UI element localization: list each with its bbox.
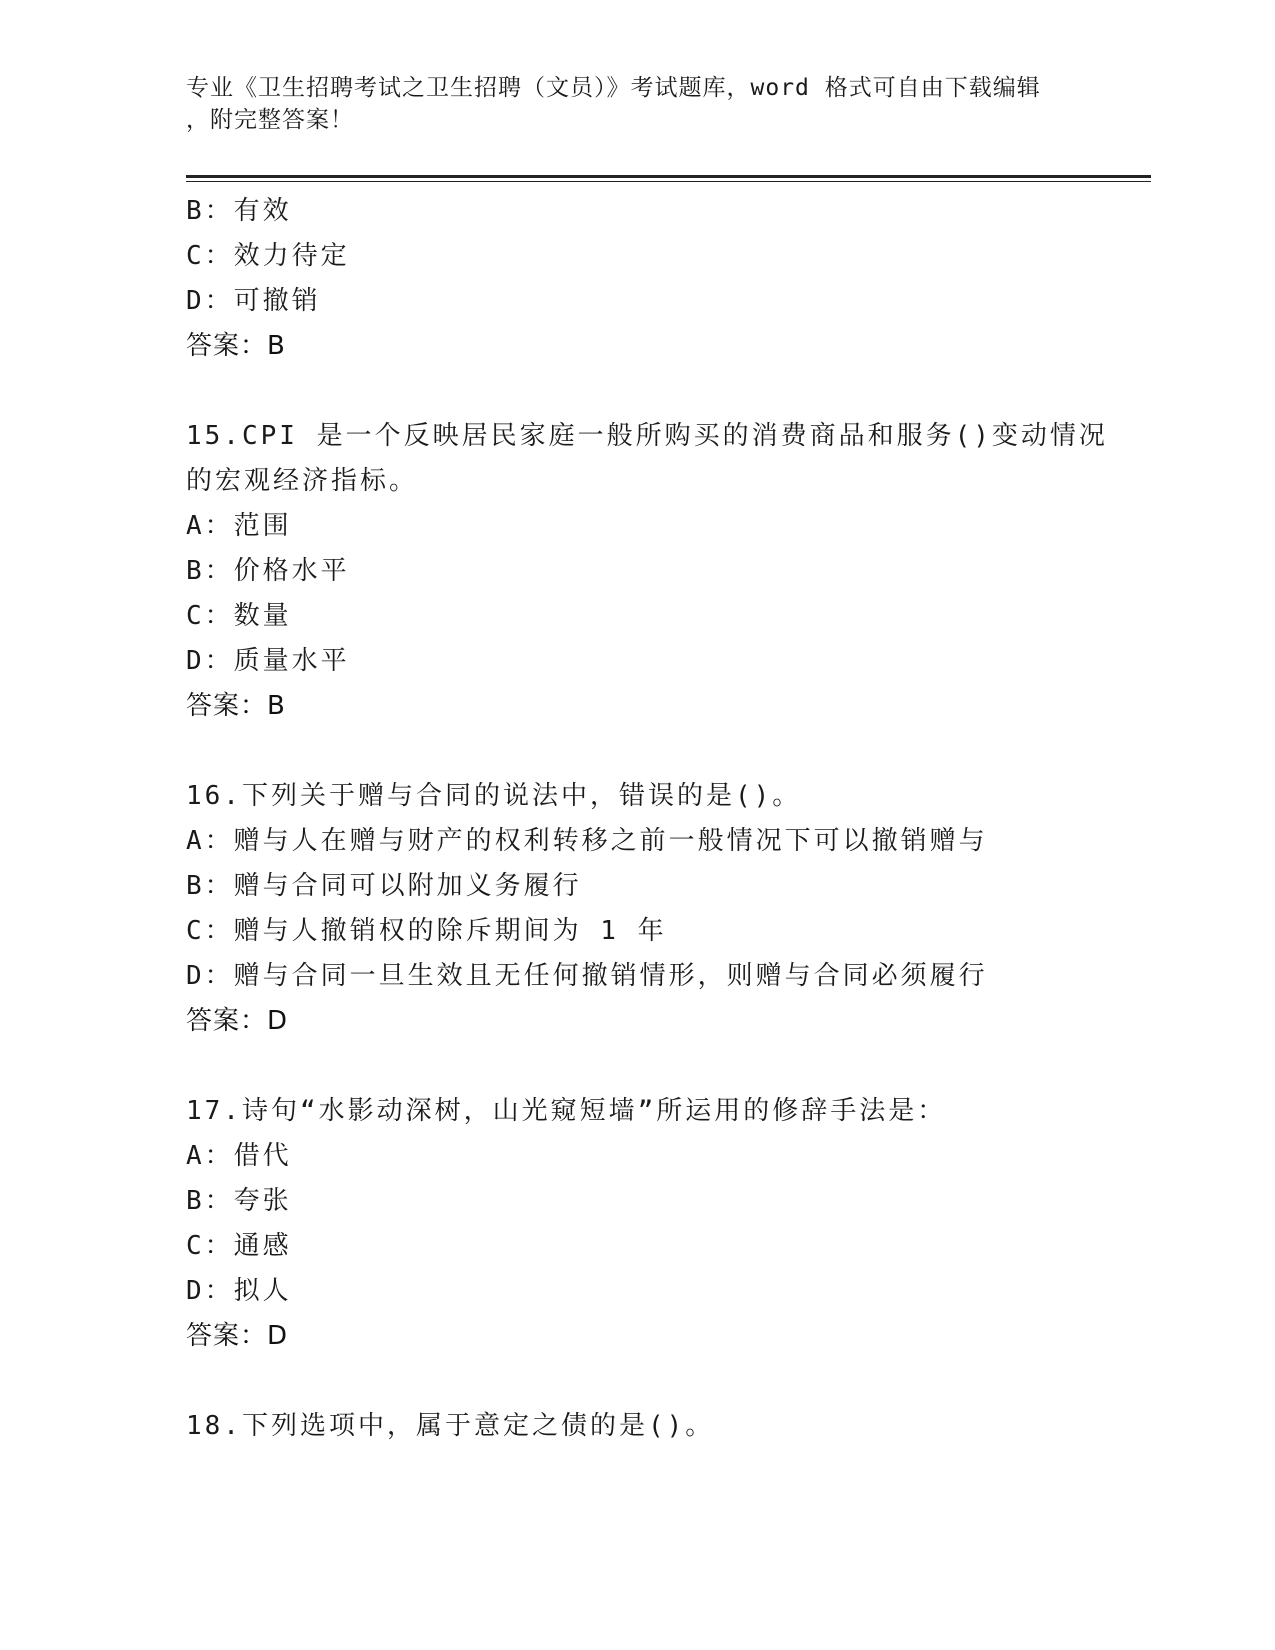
q15-stem-line-2: 的宏观经济指标。 bbox=[186, 466, 419, 496]
q18-stem: 18.下列选项中，属于意定之债的是()。 bbox=[186, 1411, 715, 1441]
q14-answer: 答案：B bbox=[186, 331, 286, 361]
q16-option-c: C：赠与人撤销权的除斥期间为 1 年 bbox=[186, 916, 667, 946]
q15-option-b: B：价格水平 bbox=[186, 556, 350, 586]
q17-option-d: D：拟人 bbox=[186, 1276, 292, 1306]
header-divider-thin bbox=[186, 181, 1151, 182]
q14-option-b: B：有效 bbox=[186, 196, 292, 226]
document-header bbox=[186, 72, 1066, 136]
q14-option-d: D：可撤销 bbox=[186, 286, 321, 316]
q17-option-a: A：借代 bbox=[186, 1141, 292, 1171]
q17-option-c: C：通感 bbox=[186, 1231, 292, 1261]
q16-answer: 答案：D bbox=[186, 1006, 289, 1036]
q15-option-c: C：数量 bbox=[186, 601, 292, 631]
q17-option-b: B：夸张 bbox=[186, 1186, 292, 1216]
q14-option-c: C：效力待定 bbox=[186, 241, 350, 271]
q16-option-a: A：赠与人在赠与财产的权利转移之前一般情况下可以撤销赠与 bbox=[186, 826, 988, 856]
q16-stem: 16.下列关于赠与合同的说法中，错误的是()。 bbox=[186, 781, 802, 811]
q16-option-d: D：赠与合同一旦生效且无任何撤销情形，则赠与合同必须履行 bbox=[186, 961, 988, 991]
header-line-1: 专业《卫生招聘考试之卫生招聘（文员）》考试题库，word 格式可自由下载编辑 bbox=[186, 75, 1041, 101]
q15-option-a: A：范围 bbox=[186, 511, 292, 541]
q15-option-d: D：质量水平 bbox=[186, 646, 350, 676]
header-divider-thick bbox=[186, 175, 1151, 178]
q15-answer: 答案：B bbox=[186, 691, 286, 721]
header-line-2: ，附完整答案！ bbox=[186, 107, 354, 133]
q17-stem: 17.诗句“水影动深树，山光窥短墙”所运用的修辞手法是： bbox=[186, 1096, 947, 1126]
q15-stem-line-1: 15.CPI 是一个反映居民家庭一般所购买的消费商品和服务()变动情况 bbox=[186, 421, 1108, 451]
q17-answer: 答案：D bbox=[186, 1321, 289, 1351]
q16-option-b: B：赠与合同可以附加义务履行 bbox=[186, 871, 582, 901]
